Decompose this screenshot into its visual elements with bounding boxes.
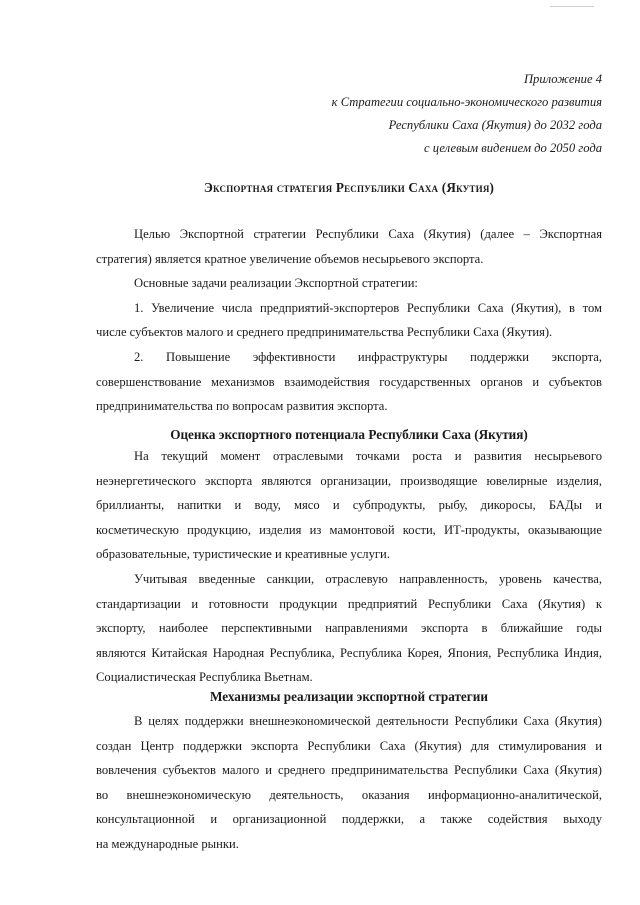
appendix-note [332, 68, 602, 160]
paragraph-line: являются Китайская Народная Республика, Республика Корея, Япония, Республика Индия, [96, 645, 602, 660]
paragraph-line: образовательные, туристические и креативные услуги. [96, 547, 390, 562]
paragraph-line: во внешнеэкономическую деятельность, оказания информационно-аналитической, [96, 787, 602, 802]
paragraph-line: экспорту, наиболее перспективными направлениями экспорта в ближайшие годы [96, 621, 602, 636]
paragraph-line: Целью Экспортной стратегии Республики Саха (Якутия) (далее – Экспортная [134, 227, 602, 241]
paragraph-line: стандартизации и готовности продукции предприятий Республики Саха (Якутия) к [96, 596, 602, 611]
paragraph-line: вовлечения субъектов малого и среднего предпринимательства Республики Саха (Якутия) [96, 763, 602, 778]
paragraph-line: создан Центр поддержки экспорта Республики Саха (Якутия) для стимулирования и [96, 738, 602, 753]
section-heading-mechanisms: Механизмы реализации экспортной стратегии [210, 689, 488, 704]
paragraph-line: На текущий момент отраслевыми точками роста и развития несырьевого [134, 449, 602, 463]
paragraph-line: бриллианты, напитки и воду, мясо и субпродукты, рыбу, дикоросы, БАДы и [96, 498, 602, 513]
paragraph-line: 1. Увеличение числа предприятий-экспортеров Республики Саха (Якутия), в том [134, 300, 602, 315]
paragraph-line: стратегия) является кратное увеличение объемов несырьевого экспорта. [96, 251, 484, 266]
paragraph-line: Основные задачи реализации Экспортной стратегии: [134, 276, 418, 291]
intro-section [96, 222, 602, 419]
paragraph-line: косметическую продукцию, изделия из мамонтовой кости, ИТ-продукты, оказывающие [96, 522, 602, 537]
appendix-line: Приложение 4 [523, 72, 602, 86]
paragraph-line: числе субъектов малого и среднего предпринимательства Республики Саха (Якутия). [96, 325, 553, 340]
paragraph-line: 2. Повышение эффективности инфраструктуры поддержки экспорта, [134, 349, 602, 364]
paragraph-line: предпринимательства по вопросам развития экспорта. [96, 399, 388, 414]
appendix-line: с целевым видением до 2050 года [424, 141, 602, 155]
paragraph-line: совершенствование механизмов взаимодействия государственных органов и субъектов [96, 374, 602, 389]
appendix-line: Республики Саха (Якутия) до 2032 года [388, 118, 602, 132]
paragraph-line: неэнергетического экспорта являются организации, производящие ювелирные изделия, [96, 473, 602, 488]
paragraph-line: на международные рынки. [96, 836, 239, 851]
scan-mark [550, 6, 594, 7]
mechanisms-section [96, 709, 602, 857]
appendix-line: к Стратегии социально-экономического развития [331, 95, 602, 109]
paragraph-line: Учитывая введенные санкции, отраслевую направленность, уровень качества, [134, 571, 602, 586]
document-title: Экспортная стратегия Республики Саха (Якутия) [203, 180, 495, 195]
paragraph-line: В целях поддержки внешнеэкономической деятельности Республики Саха (Якутия) [134, 714, 602, 728]
evaluation-section [96, 444, 602, 690]
paragraph-line: консультационной и организационной поддержки, а также содействия выходу [96, 812, 602, 827]
section-heading-evaluation: Оценка экспортного потенциала Республики Саха (Якутия) [170, 427, 528, 442]
paragraph-line: Социалистическая Республика Вьетнам. [96, 670, 313, 685]
